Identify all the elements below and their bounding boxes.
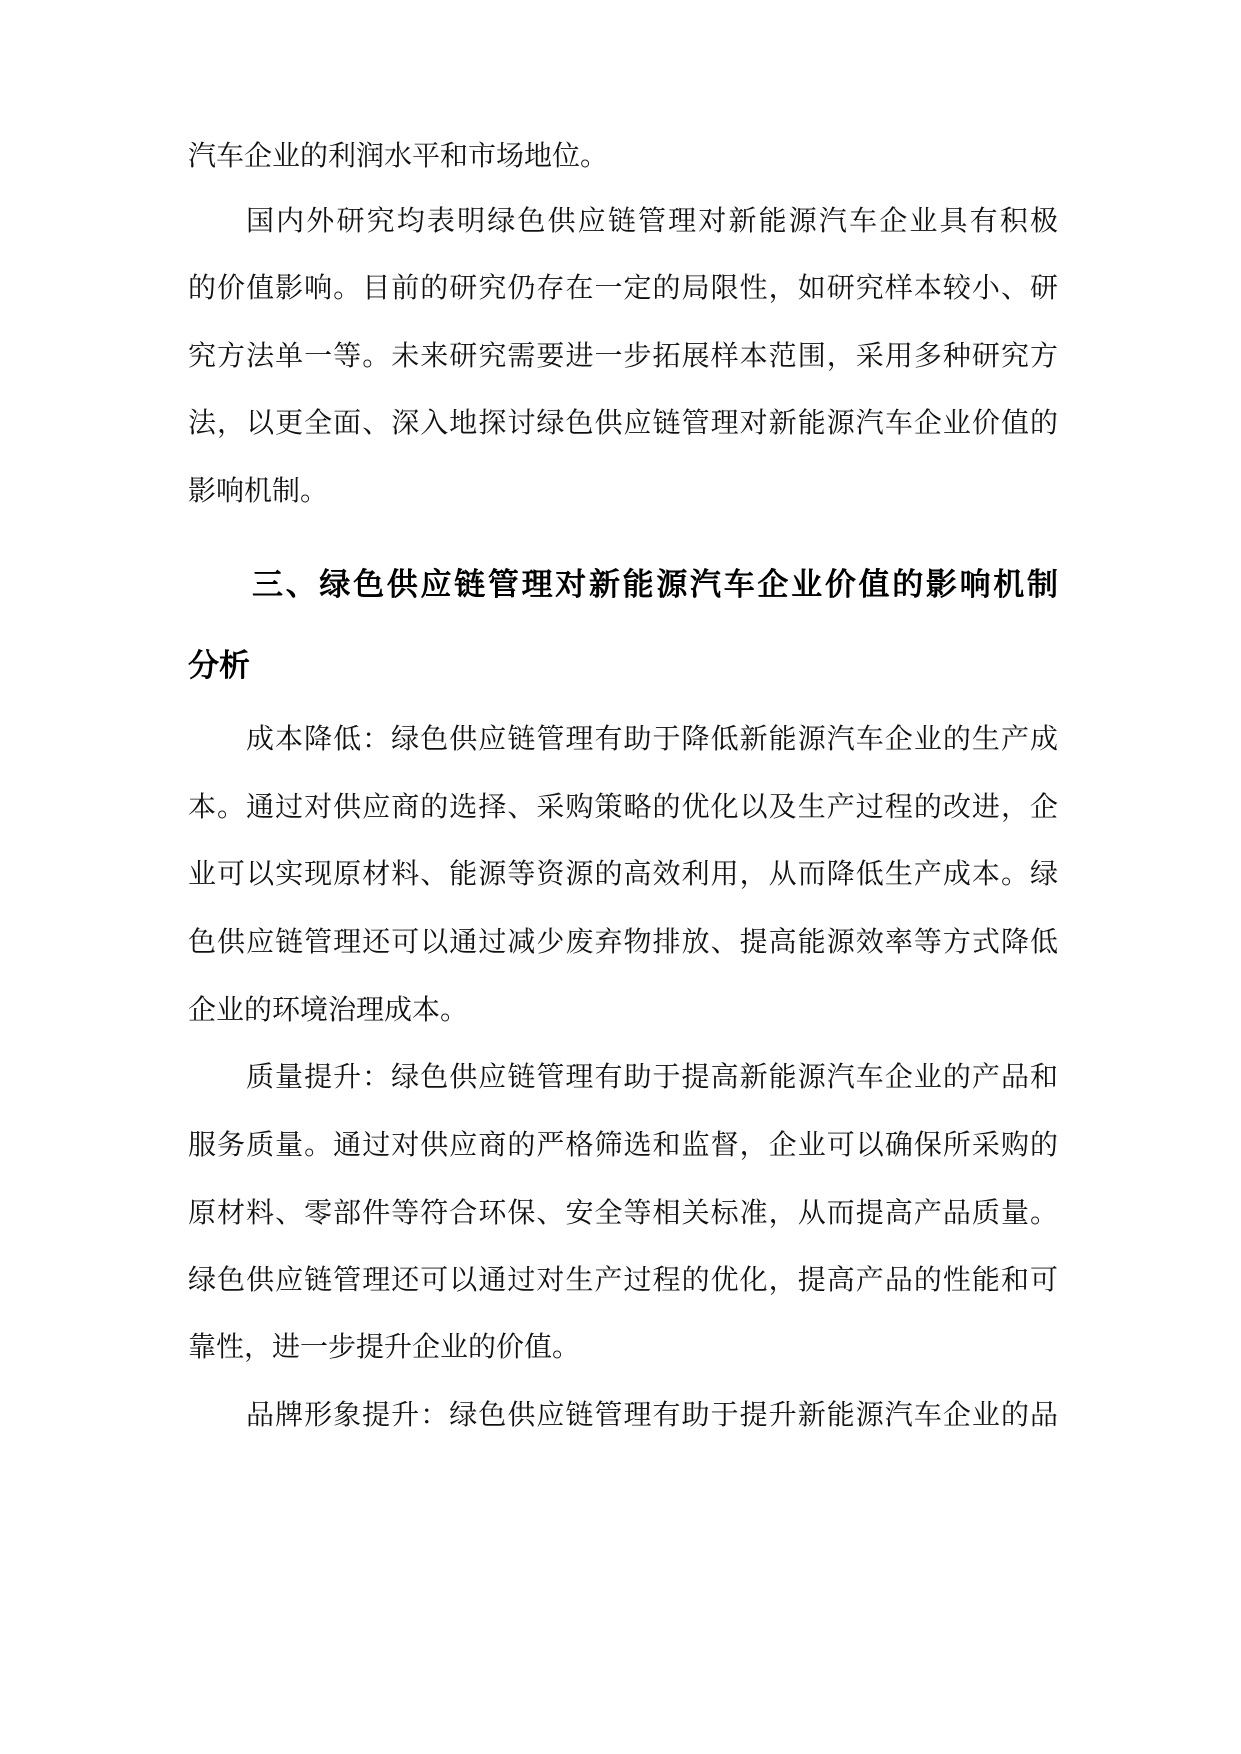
- paragraph-line: 质量提升：绿色供应链管理有助于提高新能源汽车企业的产品和: [246, 1060, 1058, 1093]
- paragraph-line: 色供应链管理还可以通过减少废弃物排放、提高能源效率等方式降低: [188, 925, 1058, 958]
- paragraph-line: 汽车企业的利润水平和市场地位。: [188, 139, 609, 172]
- paragraph-line: 服务质量。通过对供应商的严格筛选和监督，企业可以确保所采购的: [188, 1128, 1058, 1161]
- paragraph-line: 的价值影响。目前的研究仍存在一定的局限性，如研究样本较小、研: [188, 271, 1058, 304]
- paragraph-line: 国内外研究均表明绿色供应链管理对新能源汽车企业具有积极: [246, 204, 1058, 237]
- paragraph-line: 企业的环境治理成本。: [188, 993, 469, 1026]
- paragraph-line: 法，以更全面、深入地探讨绿色供应链管理对新能源汽车企业价值的: [188, 406, 1058, 439]
- section-heading: 三、绿色供应链管理对新能源汽车企业价值的影响机制: [252, 567, 1058, 603]
- paragraph-line: 绿色供应链管理还可以通过对生产过程的优化，提高产品的性能和可: [188, 1263, 1058, 1296]
- paragraph-line: 原材料、零部件等符合环保、安全等相关标准，从而提高产品质量。: [188, 1196, 1058, 1229]
- paragraph-line: 品牌形象提升：绿色供应链管理有助于提升新能源汽车企业的品: [246, 1398, 1058, 1431]
- paragraph-line: 业可以实现原材料、能源等资源的高效利用，从而降低生产成本。绿: [188, 857, 1058, 890]
- paragraph-line: 成本降低：绿色供应链管理有助于降低新能源汽车企业的生产成: [246, 722, 1058, 755]
- paragraph-line: 本。通过对供应商的选择、采购策略的优化以及生产过程的改进，企: [188, 790, 1058, 823]
- paragraph-line: 靠性，进一步提升企业的价值。: [188, 1330, 581, 1363]
- section-heading-continuation: 分析: [188, 648, 250, 684]
- paragraph-line: 究方法单一等。未来研究需要进一步拓展样本范围，采用多种研究方: [188, 339, 1058, 372]
- paragraph-line: 影响机制。: [188, 474, 329, 507]
